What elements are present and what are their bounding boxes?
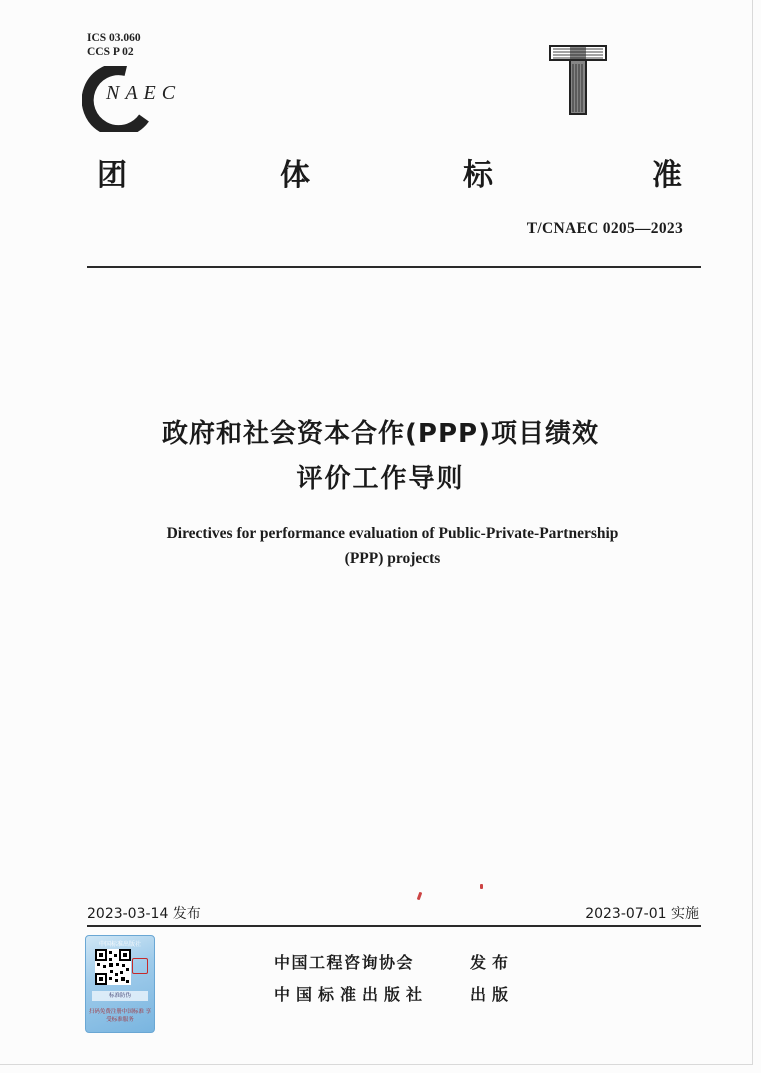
issuer-action-1: 发布 <box>470 953 515 972</box>
english-title-line1: Directives for performance evaluation of Public-Private-Partnership <box>166 525 619 542</box>
qr-code-icon <box>95 949 131 985</box>
english-title-line2: (PPP) projects <box>344 550 441 567</box>
group-standard-heading <box>97 150 697 194</box>
anti-counterfeit-sticker <box>85 935 155 1033</box>
bottom-divider <box>87 925 701 927</box>
issuer-org-2: 中国标准出版社 <box>274 985 429 1004</box>
chinese-title-line1: 政府和社会资本合作(PPP)项目绩效 <box>162 419 599 449</box>
cnaec-logo <box>82 66 202 132</box>
implement-date: 2023-07-01 实施 <box>585 906 699 922</box>
category-letter-t <box>548 44 608 116</box>
heading-char: 体 <box>280 158 310 193</box>
ink-speck <box>480 884 483 889</box>
standard-number: T/CNAEC 0205—2023 <box>526 220 683 237</box>
sticker-middle-text: 标准防伪 <box>108 993 131 999</box>
ics-code: ICS 03.060 <box>87 32 141 44</box>
ccs-code: CCS P 02 <box>87 46 134 58</box>
heading-char: 标 <box>463 158 493 193</box>
classification-codes <box>87 31 141 59</box>
logo-text: NAEC <box>106 82 182 104</box>
heading-char: 准 <box>652 158 682 193</box>
publish-date: 2023-03-14 发布 <box>87 906 201 922</box>
red-seal-icon <box>132 958 148 974</box>
heading-char: 团 <box>97 158 127 193</box>
issuer-action-2: 出版 <box>470 985 515 1004</box>
chinese-title-line2: 评价工作导则 <box>296 464 465 494</box>
issuer-org-1: 中国工程咨询协会 <box>274 953 415 972</box>
top-divider <box>87 266 701 268</box>
sticker-footer: 扫码免费注册中国标准 享受标准服务 <box>88 1009 152 1023</box>
sticker-header: 中国标准出版社 <box>98 941 141 948</box>
